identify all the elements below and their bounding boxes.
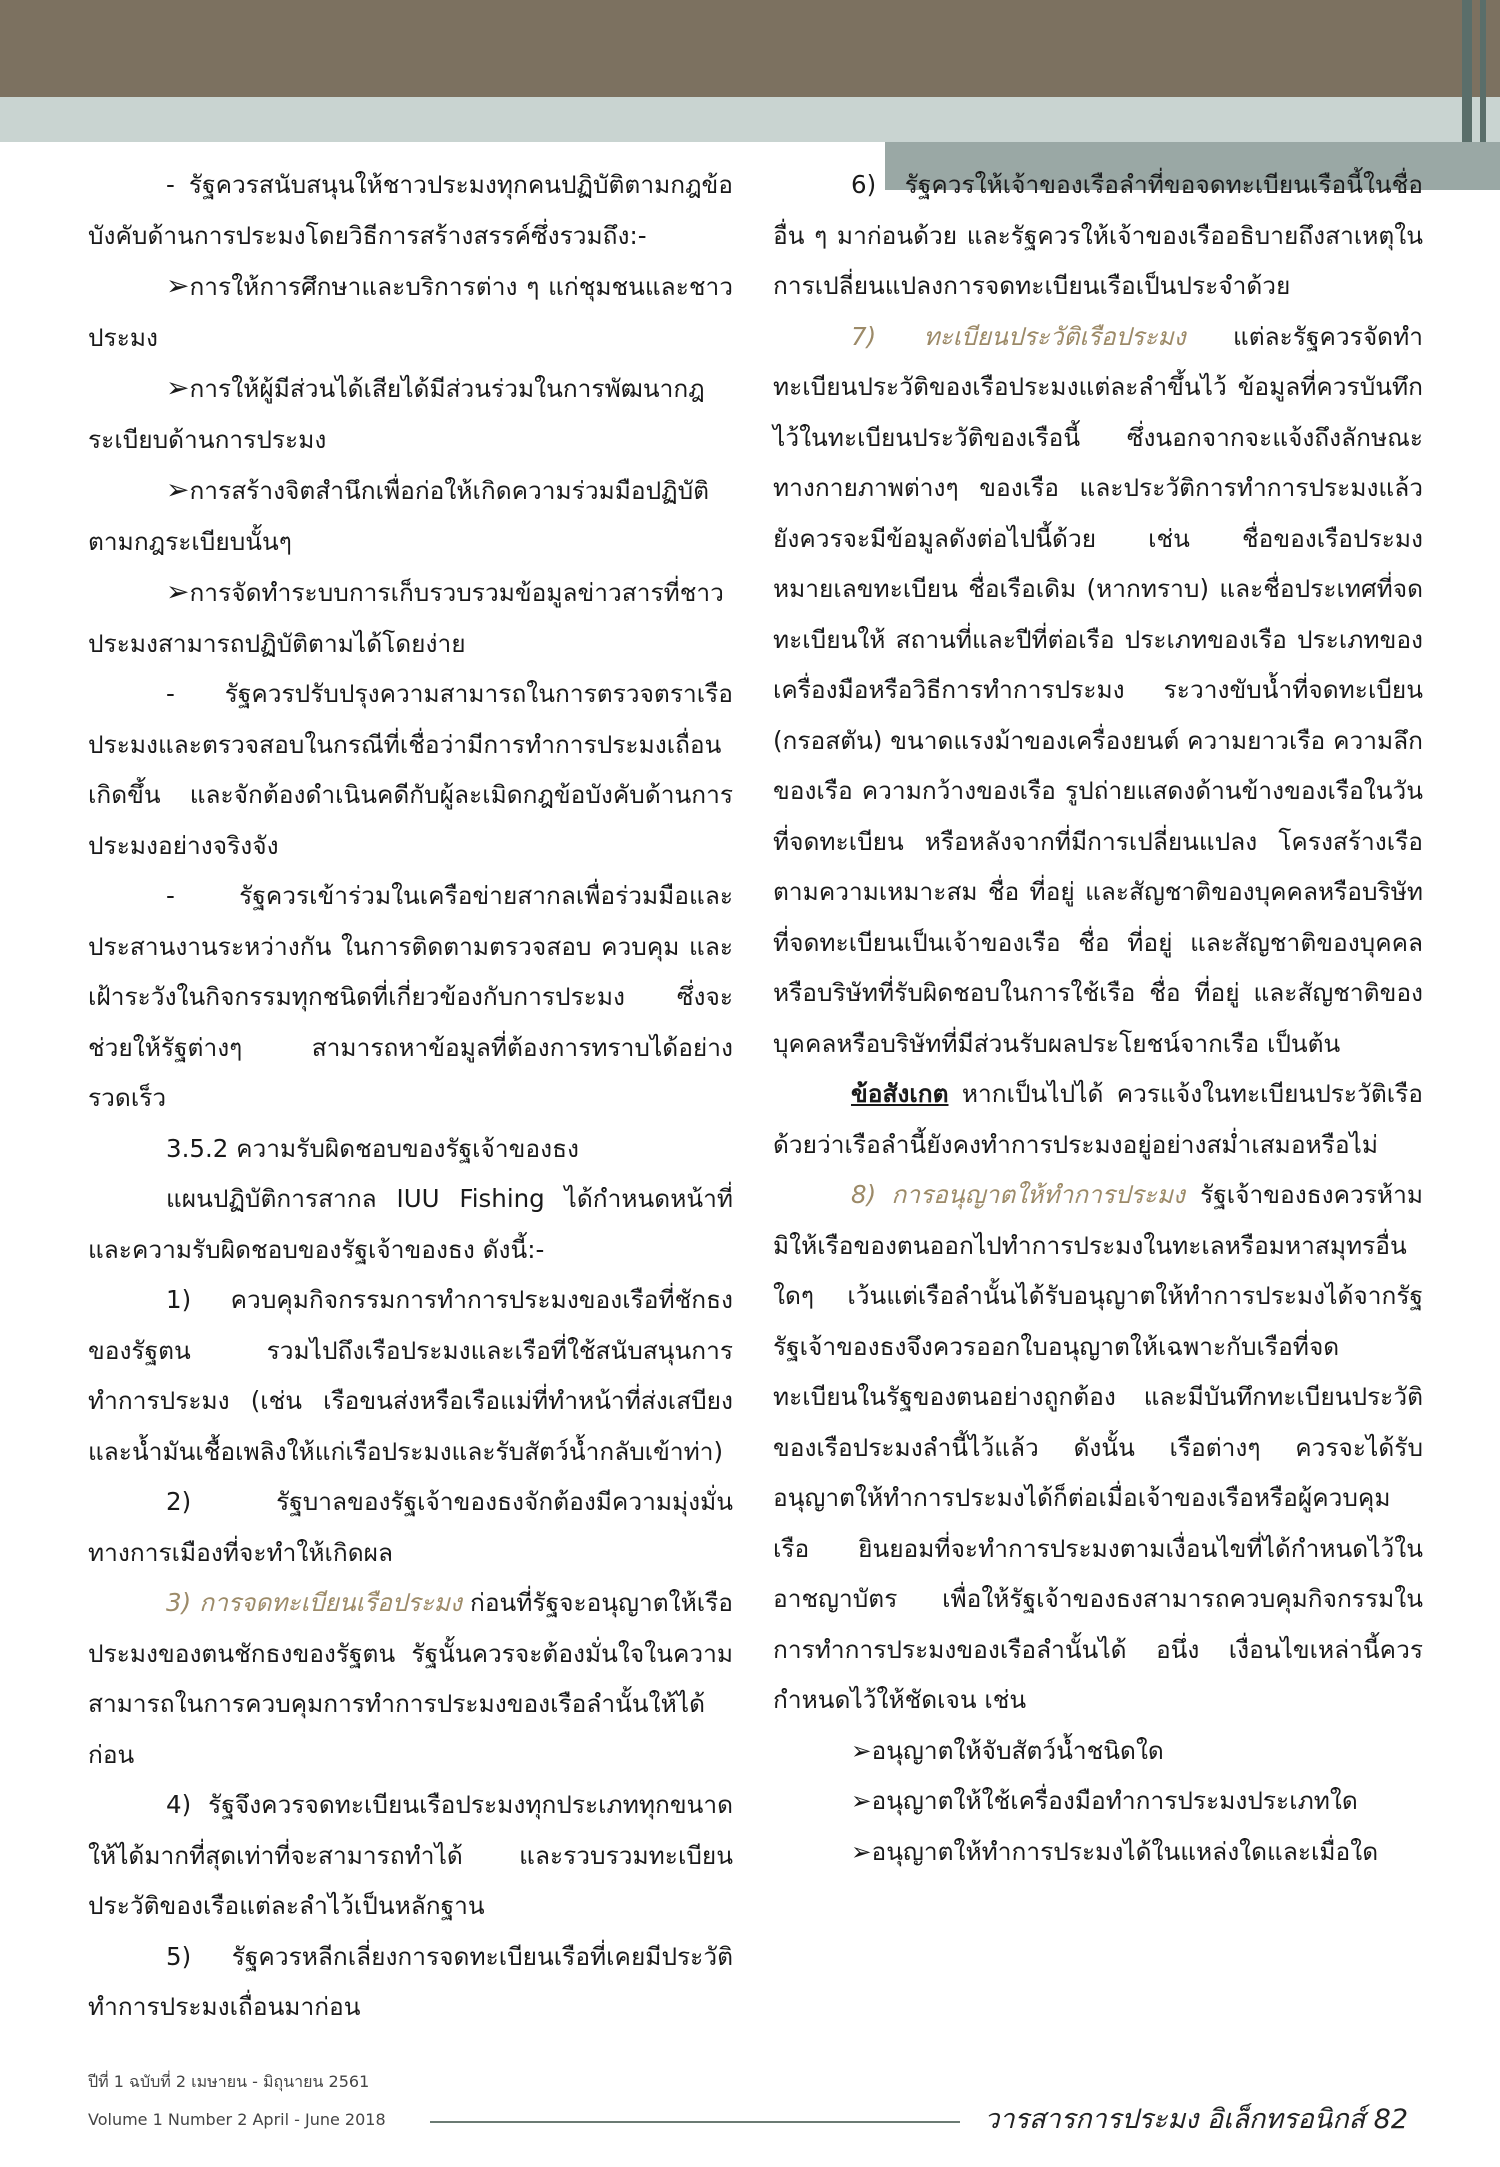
bullet-item	[88, 363, 733, 465]
bullet-item	[88, 567, 733, 669]
header-strip	[1480, 0, 1486, 142]
paragraph	[773, 1170, 1423, 1726]
footer-volume: Volume 1 Number 2 April - June 2018	[88, 2110, 386, 2129]
arrow-bullet-icon: ➢	[166, 371, 190, 404]
item-label: 7) ทะเบียนประวัติเรือประมง	[851, 321, 1186, 351]
note-label: ข้อสังเกต	[851, 1079, 949, 1108]
arrow-bullet-icon: ➢	[851, 1786, 872, 1815]
paragraph: แผนปฏิบัติการสากล IUU Fishing ได้กำหนดหน้าที่และความรับผิดชอบของรัฐเจ้าของธง ดังนี้:-	[88, 1184, 733, 1264]
arrow-bullet-icon: ➢	[851, 1735, 872, 1765]
left-column	[88, 160, 733, 2033]
paragraph: - รัฐควรปรับปรุงความสามารถในการตรวจตราเรือประมงและตรวจสอบในกรณีที่เชื่อว่ามีการทำการประมงเถื่อนเกิดขึ้น และจักต้องดำเนินคดีกับผู้ละเมิดกฎข้อบังคับด้านการประมงอย่างจริงจัง	[88, 679, 733, 860]
arrow-bullet-icon: ➢	[166, 269, 190, 302]
arrow-bullet-icon: ➢	[166, 575, 190, 608]
header-band-light	[0, 97, 1500, 142]
paragraph: 6) รัฐควรให้เจ้าของเรือลำที่ขอจดทะเบียนเรือนี้ในชื่ออื่น ๆ มาก่อนด้วย และรัฐควรให้เจ้าของเรืออธิบายถึงสาเหตุในการเปลี่ยนแปลงการจดทะเบียนเรือเป็นประจำด้วย	[773, 170, 1423, 300]
bullet-item	[773, 1726, 1423, 1777]
paragraph	[88, 1578, 733, 1780]
section-heading: 3.5.2 ความรับผิดชอบของรัฐเจ้าของธง	[166, 1133, 579, 1163]
item-label: 3) การจดทะเบียนเรือประมง	[166, 1588, 462, 1617]
footer-divider	[430, 2121, 960, 2123]
bullet-text: อนุญาตให้ทำการประมงได้ในแหล่งใดและเมื่อใด	[871, 1836, 1379, 1866]
paragraph-text: ก่อนที่รัฐจะอนุญาตให้เรือประมงของตนชักธงของรัฐตน รัฐนั้นควรจะต้องมั่นใจในความสามารถในการควบคุมการทำการประมงของเรือลำนั้นให้ได้ก่อน	[88, 1588, 733, 1769]
bullet-text: อนุญาตให้ใช้เครื่องมือทำการประมงประเภทใด	[871, 1786, 1358, 1815]
header-band-top	[0, 0, 1500, 97]
item-label: 8) การอนุญาตให้ทำการประมง	[851, 1180, 1185, 1209]
footer-issue: ปีที่ 1 ฉบับที่ 2 เมษายน - มิถุนายน 2561	[88, 2072, 370, 2091]
bullet-text: การให้การศึกษาและบริการต่าง ๆ แก่ชุมชนและชาวประมง	[88, 272, 733, 352]
paragraph: - รัฐควรเข้าร่วมในเครือข่ายสากลเพื่อร่วมมือและประสานงานระหว่างกัน ในการติดตามตรวจสอบ ควบคุม และเฝ้าระวังในกิจกรรมทุกชนิดที่เกี่ยวข้องกับการประมง ซึ่งจะช่วยให้รัฐต่างๆ สามารถหาข้อมูลที่ต้องการทราบได้อย่างรวดเร็ว	[88, 881, 733, 1112]
bullet-item	[773, 1827, 1423, 1878]
paragraph	[773, 1069, 1423, 1170]
paragraph-text: รัฐเจ้าของธงควรห้ามมิให้เรือของตนออกไปทำการประมงในทะเลหรือมหาสมุทรอื่นใดๆ เว้นแต่เรือลำนั้นได้รับอนุญาตให้ทำการประมงได้จากรัฐ รัฐเจ้าของธงจึงควรออกใบอนุญาตให้เฉพาะกับเรือที่จดทะเบียนในรัฐของตนอย่างถูกต้อง และมีบันทึกทะเบียนประวัติของเรือประมงลำนี้ไว้แล้ว ดังนั้น เรือต่างๆ ควรจะได้รับอนุญาตให้ทำการประมงได้ก็ต่อเมื่อเจ้าของเรือหรือผู้ควบคุมเรือ ยินยอมที่จะทำการประมงตามเงื่อนไขที่ได้กำหนดไว้ในอาชญาบัตร เพื่อให้รัฐเจ้าของธงสามารถควบคุมกิจกรรมในการทำการประมงของเรือลำนั้นได้ อนึ่ง เงื่อนไขเหล่านี้ควรกำหนดไว้ให้ชัดเจน เช่น	[773, 1180, 1423, 1714]
paragraph: 4) รัฐจึงควรจดทะเบียนเรือประมงทุกประเภททุกขนาดให้ได้มากที่สุดเท่าที่จะสามารถทำได้ และรวบรวมทะเบียนประวัติของเรือแต่ละลำไว้เป็นหลักฐาน	[88, 1790, 733, 1920]
paragraph: 5) รัฐควรหลีกเลี่ยงการจดทะเบียนเรือที่เคยมีประวัติทำการประมงเถื่อนมาก่อน	[88, 1941, 733, 2021]
paragraph: - รัฐควรสนับสนุนให้ชาวประมงทุกคนปฏิบัติตามกฎข้อบังคับด้านการประมงโดยวิธีการสร้างสรรค์ซึ่งรวมถึง:-	[88, 170, 733, 250]
paragraph-text: แต่ละรัฐควรจัดทำทะเบียนประวัติของเรือประมงแต่ละลำขึ้นไว้ ข้อมูลที่ควรบันทึกไว้ในทะเบียนประวัติของเรือนี้ ซึ่งนอกจากจะแจ้งถึงลักษณะทางกายภาพต่างๆ ของเรือ และประวัติการทำการประมงแล้ว ยังควรจะมีข้อมูลดังต่อไปนี้ด้วย เช่น ชื่อของเรือประมง หมายเลขทะเบียน ชื่อเรือเดิม (หากทราบ) และชื่อประเทศที่จดทะเบียนให้ สถานที่และปีที่ต่อเรือ ประเภทของเรือ ประเภทของเครื่องมือหรือวิธีการทำการประมง ระวางขับน้ำที่จดทะเบียน (กรอสตัน) ขนาดแรงม้าของเครื่องยนต์ ความยาวเรือ ความลึกของเรือ ความกว้างของเรือ รูปถ่ายแสดงด้านข้างของเรือในวันที่จดทะเบียน หรือหลังจากที่มีการเปลี่ยนแปลง โครงสร้างเรือตามความเหมาะสม ชื่อ ที่อยู่ และสัญชาติของบุคคลหรือบริษัทที่จดทะเบียนเป็นเจ้าของเรือ ชื่อ ที่อยู่ และสัญชาติของบุคคลหรือบริษัทที่รับผิดชอบในการใช้เรือ ชื่อ ที่อยู่ และสัญชาติของบุคคลหรือบริษัทที่มีส่วนรับผลประโยชน์จากเรือ เป็นต้น	[773, 321, 1423, 1058]
arrow-bullet-icon: ➢	[166, 473, 190, 506]
bullet-text: อนุญาตให้จับสัตว์น้ำชนิดใด	[871, 1735, 1164, 1765]
paragraph	[773, 312, 1423, 1070]
bullet-text: การสร้างจิตสำนึกเพื่อก่อให้เกิดความร่วมมือปฏิบัติตามกฎระเบียบนั้นๆ	[88, 476, 710, 556]
paragraph-text: หากเป็นไปได้ ควรแจ้งในทะเบียนประวัติเรือด้วยว่าเรือลำนี้ยังคงทำการประมงอยู่อย่างสม่ำเสมอหรือไม่	[773, 1079, 1423, 1159]
bullet-item	[88, 261, 733, 363]
header-strip	[1462, 0, 1472, 142]
footer-journal-title: วารสารการประมง อิเล็กทรอนิกส์ 82	[984, 2104, 1408, 2135]
bullet-text: การให้ผู้มีส่วนได้เสียได้มีส่วนร่วมในการพัฒนากฎระเบียบด้านการประมง	[88, 374, 705, 454]
bullet-text: การจัดทำระบบการเก็บรวบรวมข้อมูลข่าวสารที่ชาวประมงสามารถปฏิบัติตามได้โดยง่าย	[88, 578, 724, 658]
paragraph: 1) ควบคุมกิจกรรมการทำการประมงของเรือที่ชักธงของรัฐตน รวมไปถึงเรือประมงและเรือที่ใช้สนับสนุนการทำการประมง (เช่น เรือขนส่งหรือเรือแม่ที่ทำหน้าที่ส่งเสบียงและน้ำมันเชื้อเพลิงให้แก่เรือประมงและรับสัตว์น้ำกลับเข้าท่า)	[88, 1285, 733, 1466]
paragraph: 2) รัฐบาลของรัฐเจ้าของธงจักต้องมีความมุ่งมั่นทางการเมืองที่จะทำให้เกิดผล	[88, 1487, 733, 1567]
bullet-item	[773, 1776, 1423, 1827]
right-column	[773, 160, 1423, 1877]
arrow-bullet-icon: ➢	[851, 1836, 872, 1866]
bullet-item	[88, 465, 733, 567]
